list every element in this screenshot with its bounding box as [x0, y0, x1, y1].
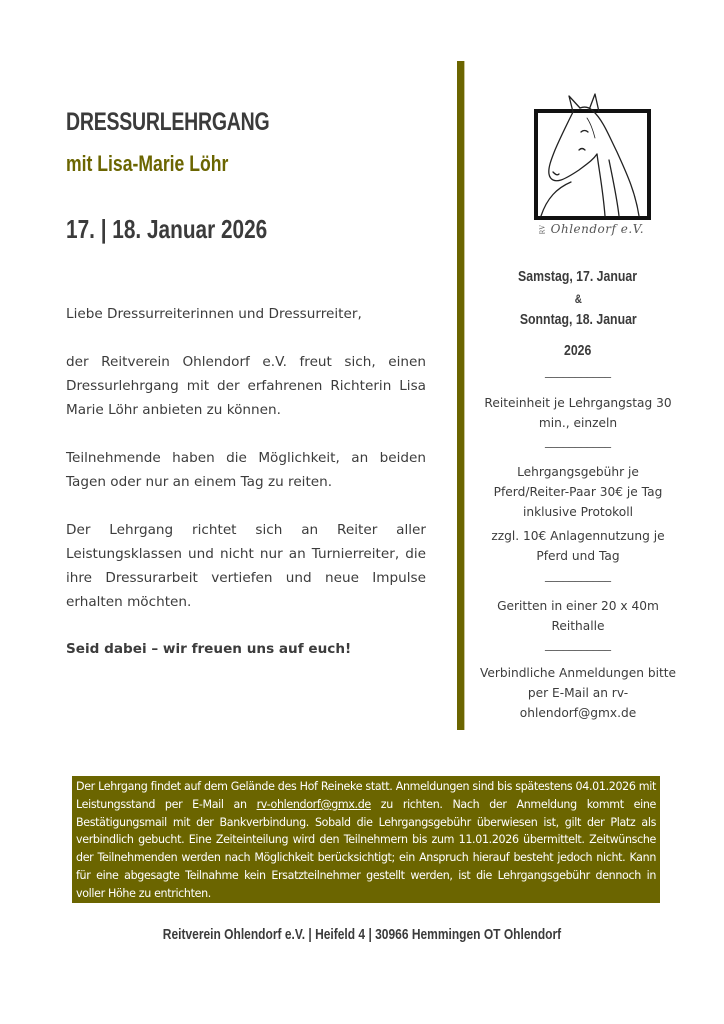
footer-address-text: Reitverein Ohlendorf e.V. | Heifeld 4 | 30966 Hemmingen OT Ohlendorf [162, 926, 562, 943]
horse-head-icon [533, 90, 655, 240]
ampersand [478, 292, 678, 306]
facility-fee-info: zzgl. 10€ Anlagennutzung je Pferd und Tag [491, 529, 665, 563]
separator: ___________ [545, 568, 611, 582]
footer-address [0, 926, 724, 944]
logo-caption-text: Ohlendorf e.V. [550, 222, 645, 236]
banner-text-end: zu richten. Nach der Anmeldung kommt eine Bestätigungsmail mit der Bankverbindung. Sobald die Lehrgangsgebühr überwiesen ist, gilt der Platz als verbindlich gebucht. Eine Zeiteinteilung wird den Teilnehmern bis zum 11.01.2026 übermittelt. Zeitwünsche der Teilnehmenden werden nach Möglichkeit berücksichtigt; ein Anspruch hierauf besteht jedoch nicht. Kann für eine abgesagte Teilnahme kein Ersatzteilnehmer gestellt werden, ist die Lehrgangsgebühr dennoch in voller Höhe zu entrichten. [76, 797, 656, 900]
page-subtitle: mit Lisa-Marie Löhr [66, 151, 229, 176]
logo-caption [538, 222, 644, 236]
riding-unit-info: Reiteinheit je Lehrgangstag 30 min., einzeln [484, 396, 672, 430]
course-fee-info: Lehrgangsgebühr je Pferd/Reiter-Paar 30€ je Tag inklusive Protokoll [493, 465, 663, 519]
event-year-label: 2026 [564, 342, 592, 359]
participation-paragraph: Teilnehmende haben die Möglichkeit, an beiden Tagen oder nur an einem Tag zu reiten. [66, 450, 426, 490]
event-dates: 17. | 18. Januar 2026 [66, 214, 268, 244]
vertical-divider [457, 61, 464, 730]
registration-info: Verbindliche Anmeldungen bitte per E-Mail an rv-ohlendorf@gmx.de [479, 666, 677, 720]
ampersand-label: & [574, 292, 582, 306]
separator: ___________ [545, 637, 611, 651]
greeting: Liebe Dressurreiterinnen und Dressurreiter, [66, 306, 362, 322]
email-link[interactable]: rv-ohlendorf@gmx.de [256, 797, 371, 811]
day-one-label: Samstag, 17. Januar [518, 268, 638, 285]
terms-banner [72, 776, 660, 903]
day-two [478, 311, 678, 328]
closing-line: Seid dabei – wir freuen uns auf euch! [66, 641, 352, 657]
logo-caption-prefix: RV [539, 224, 547, 235]
day-two-label: Sonntag, 18. Januar [519, 311, 637, 328]
separator: ___________ [545, 434, 611, 448]
separator: ___________ [545, 364, 611, 378]
audience-paragraph: Der Lehrgang richtet sich an Reiter aller Leistungsklassen und nicht nur an Turnierreiter, die ihre Dressurarbeit vertiefen und neue Impulse erhalten möchten. [66, 522, 426, 610]
event-year [478, 342, 678, 359]
banner-text-start: Der Lehrgang findet auf dem Gelände des Hof Reineke statt. Anmeldungen sind bis spätestens 04.01.2026 mit Leistungsstand per E-Mail an [76, 780, 656, 811]
page-title: DRESSURLEHRGANG [66, 108, 270, 136]
day-one [478, 268, 678, 285]
arena-info: Geritten in einer 20 x 40m Reithalle [497, 599, 659, 633]
intro-paragraph: der Reitverein Ohlendorf e.V. freut sich, einen Dressurlehrgang mit der erfahrenen Richterin Lisa Marie Löhr anbieten zu können. [66, 354, 426, 418]
